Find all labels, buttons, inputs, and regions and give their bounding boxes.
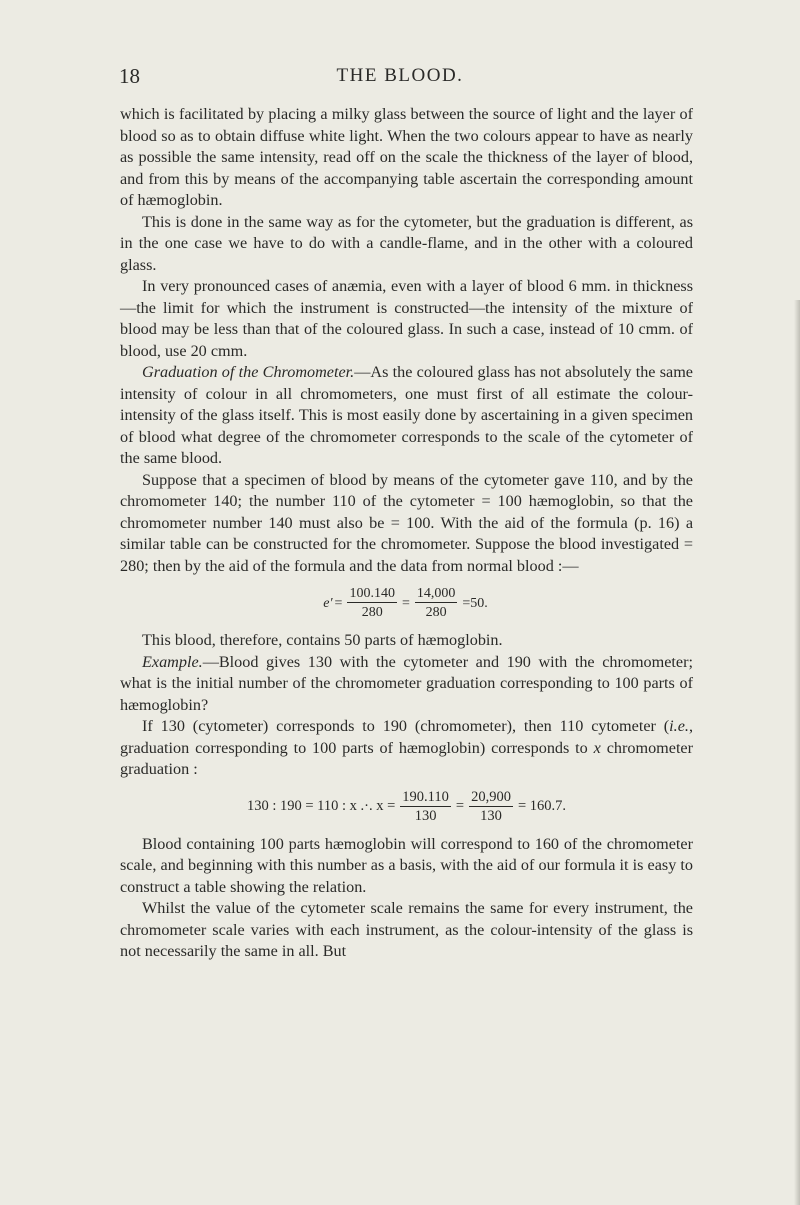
formula-1 bbox=[120, 586, 693, 620]
paragraph-2: This is done in the same way as for the cytometer, but the graduation is different, as in the one case we have to do with a candle-flame, and in the other with a coloured glass. bbox=[120, 212, 693, 274]
paragraph-5: Suppose that a specimen of blood by means of the cytometer gave 110, and by the chromometer 140; the number 110 of the cytometer = 100 hæmoglobin, so that the chromometer number 140 must also be = 100. With the aid of the formula (p. 16) a similar table can be constructed for the chromometer. Suppose the blood investigated = 280; then by the aid of the formula and the data from normal blood :— bbox=[120, 470, 693, 575]
paragraph-8-part-b: , graduation corresponding to 100 parts of hæmoglobin) corresponds to bbox=[120, 717, 693, 757]
formula-2-num1: 190.110 bbox=[402, 788, 449, 805]
section-heading-graduation: Graduation of the Chromometer. bbox=[142, 363, 355, 381]
paragraph-8-part-a: If 130 (cytometer) corresponds to 190 (chromometer), then 110 cytometer ( bbox=[142, 717, 670, 735]
formula-1-num1: 100.140 bbox=[349, 586, 395, 601]
paragraph-4-text: —As the coloured glass has not absolutely the same intensity of colour in all chromometers, one must first of all estimate the colour-intensity of the glass itself. This is most easily done by ascertaining in a given specimen of blood what degree of the chromometer corresponds to the scale of the cytometer of the same blood. bbox=[120, 363, 693, 467]
paragraph-6: This blood, therefore, contains 50 parts of hæmoglobin. bbox=[142, 631, 503, 649]
formula-2-fraction-a bbox=[400, 790, 451, 824]
formula-1-num2: 14,000 bbox=[416, 586, 456, 601]
running-title: THE BLOOD. bbox=[336, 65, 464, 86]
formula-1-eq1: = bbox=[334, 595, 343, 611]
paragraph-4 bbox=[120, 362, 693, 470]
paragraph-10: Whilst the value of the cytometer scale remains the same for every instrument, the chromometer scale varies with each instrument, as the colour-intensity of the glass is not necessarily the same in all. But bbox=[120, 899, 693, 960]
paragraph-8-part-c: chromometer graduation : bbox=[120, 738, 694, 778]
formula-1-eq2: = bbox=[401, 595, 410, 611]
page-number: 18 bbox=[119, 64, 140, 88]
example-heading: Example. bbox=[142, 652, 203, 671]
paragraph-7 bbox=[120, 652, 693, 717]
formula-2-den2: 130 bbox=[480, 807, 502, 824]
formula-1-fraction-a bbox=[347, 586, 397, 620]
paragraph-8-ie: i.e. bbox=[669, 717, 689, 735]
formula-2-proportion: 130 : 190 = 110 : x .·. x = bbox=[246, 798, 396, 814]
formula-2-eq2: = bbox=[455, 798, 465, 814]
body-text bbox=[120, 104, 693, 963]
page-header bbox=[0, 64, 800, 94]
page-edge-shadow bbox=[794, 300, 800, 1205]
paragraph-7-text: —Blood gives 130 with the cytometer and 190 with the chromometer; what is the initial number of the chromometer graduation corresponding to 100 parts of hæmoglobin? bbox=[120, 652, 693, 714]
formula-1-den1: 280 bbox=[361, 605, 383, 620]
formula-1-result: =50. bbox=[462, 595, 488, 611]
formula-1-lhs: e′ bbox=[323, 595, 333, 611]
formula-1-fraction-b bbox=[415, 586, 458, 620]
paragraph-3: In very pronounced cases of anæmia, even with a layer of blood 6 mm. in thickness—the limit for which the instrument is constructed—the intensity of the mixture of blood may be less than that of the coloured glass. In such a case, instead of 10 cmm. of blood, use 20 cmm. bbox=[120, 277, 693, 360]
paragraph-8 bbox=[120, 716, 693, 781]
paragraph-8-x: x bbox=[593, 738, 601, 757]
formula-2-den1: 130 bbox=[414, 807, 437, 824]
formula-1-den2: 280 bbox=[425, 605, 447, 620]
formula-2-num2: 20,900 bbox=[471, 788, 511, 805]
formula-2-fraction-b bbox=[469, 790, 513, 824]
formula-2 bbox=[120, 790, 693, 824]
paragraph-9: Blood containing 100 parts hæmoglobin will correspond to 160 of the chromometer scale, and beginning with this number as a basis, with the aid of our formula it is easy to construct a table showing the relation. bbox=[120, 834, 693, 896]
formula-2-result: = 160.7. bbox=[517, 798, 567, 814]
paragraph-1: which is facilitated by placing a milky glass between the source of light and the layer of blood so as to obtain diffuse white light. When the two colours appear to have as nearly as possible the same intensity, read off on the scale the thickness of the layer of blood, and from this by means of the accompanying table ascertain the corresponding amount of hæmoglobin. bbox=[120, 105, 693, 209]
